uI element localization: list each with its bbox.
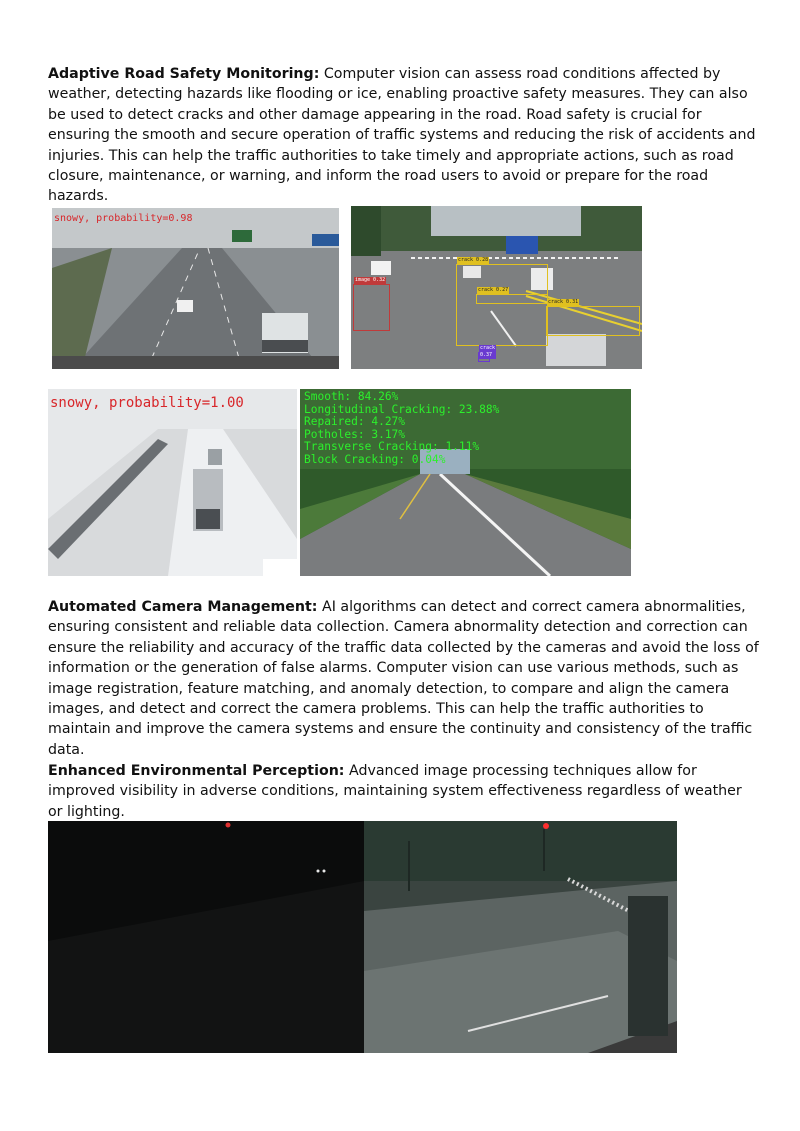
camera-management-heading: Automated Camera Management: bbox=[48, 599, 318, 615]
surface-metrics bbox=[304, 391, 499, 467]
camera-management-text: AI algorithms can detect and correct camera abnormalities, ensuring consistent and reliable data collection. Camera abnormality detection and correction can ensure the reliability and accuracy of the traffic data collected by the cameras and avoid the loss of information or the generation of false alarms. Computer vision can use various methods, such as image registration, feature matching, and anomaly detection, to compare and align the camera images, and detect and correct the camera problems. This can help the traffic authorities to maintain and improve the camera systems and ensure the continuity and consistency of the traffic data. bbox=[48, 599, 759, 758]
detection-label-4: crack 0.37 bbox=[480, 345, 496, 358]
road-damage-detection-image bbox=[351, 206, 642, 369]
detection-box-4 bbox=[478, 345, 496, 362]
environmental-perception-paragraph bbox=[48, 761, 760, 822]
road-safety-heading: Adaptive Road Safety Monitoring: bbox=[48, 66, 320, 82]
road-surface-classification-image bbox=[300, 389, 631, 576]
highway-weather-image bbox=[52, 208, 339, 369]
snowy-probability-label: snowy, probability=0.98 bbox=[54, 213, 193, 224]
detection-label-3: image 0.32 bbox=[355, 277, 386, 283]
metric-potholes: Potholes: 3.17% bbox=[304, 427, 406, 441]
detection-label-1: crack 0.28 bbox=[458, 257, 489, 263]
night-enhancement-image bbox=[48, 821, 677, 1053]
snowy-probability-label: snowy, probability=1.00 bbox=[50, 395, 244, 411]
camera-management-paragraph bbox=[48, 597, 760, 760]
detection-label-5: crack 0.27 bbox=[478, 287, 509, 293]
detection-box-2 bbox=[546, 299, 640, 336]
road-safety-paragraph bbox=[48, 64, 760, 207]
metric-repaired: Repaired: 4.27% bbox=[304, 415, 406, 429]
metric-smooth: Smooth: 84.26% bbox=[304, 390, 399, 403]
detection-box-5 bbox=[476, 287, 548, 304]
environmental-perception-text: Advanced image processing techniques allow for improved visibility in adverse conditions, maintaining system effectiveness regardless of weather or lighting. bbox=[48, 763, 742, 820]
metric-block-cracking: Block Cracking: 0.04% bbox=[304, 452, 446, 466]
detection-box-3 bbox=[353, 277, 390, 331]
road-safety-text: Computer vision can assess road conditions affected by weather, detecting hazards like flooding or ice, enabling proactive safety measures. They can also be used to detect cracks and other damage appearing in the road. Road safety is crucial for ensuring the smooth and secure operation of traffic systems and reducing the risk of accidents and injuries. This can help the traffic authorities to take timely and appropriate actions, such as road closure, maintenance, or warning, and inform the road users to avoid or prepare for the road hazards. bbox=[48, 66, 756, 205]
metric-longitudinal-cracking: Longitudinal Cracking: 23.88% bbox=[304, 402, 500, 416]
environmental-perception-heading: Enhanced Environmental Perception: bbox=[48, 763, 345, 779]
detection-box-1 bbox=[456, 257, 548, 346]
snowy-highway-image bbox=[48, 389, 297, 576]
detection-label-2: crack 0.31 bbox=[548, 299, 579, 305]
metric-transverse-cracking: Transverse Cracking: 1.11% bbox=[304, 440, 480, 454]
